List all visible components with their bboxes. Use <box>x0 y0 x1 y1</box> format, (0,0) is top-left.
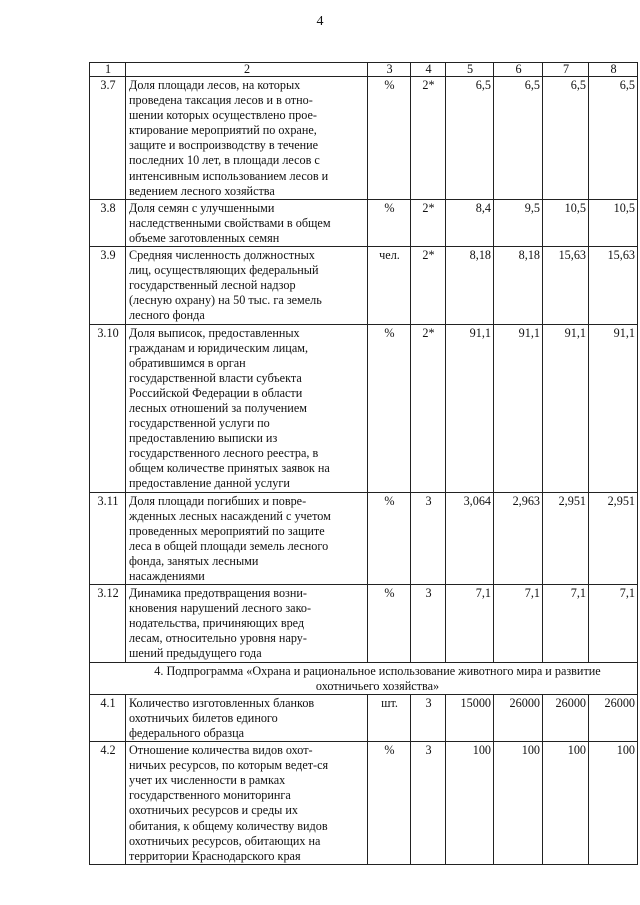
column-header: 5 <box>446 63 494 77</box>
row-value-1: 3,064 <box>446 492 494 585</box>
row-unit: чел. <box>368 247 411 324</box>
row-value-3: 10,5 <box>543 199 589 246</box>
row-description: Доля площади лесов, на которых проведена таксация лесов и в отно- шении которых осуществлено прое- ктирование мероприятий по охране, защите и воспроизводству в течение последних 10 лет, в площади лесов с интенсивным использованием лесов и ведением лесного хозяйства <box>126 77 368 200</box>
row-description: Количество изготовленных бланков охотничьих билетов единого федерального образца <box>126 694 368 741</box>
row-number: 3.8 <box>90 199 126 246</box>
row-value-4: 15,63 <box>589 247 638 324</box>
section-row <box>90 662 638 694</box>
row-value-4: 10,5 <box>589 199 638 246</box>
row-value-2: 2,963 <box>494 492 543 585</box>
row-description: Доля семян с улучшенными наследственными свойствами в общем объеме заготовленных семян <box>126 199 368 246</box>
row-unit: % <box>368 199 411 246</box>
column-header: 3 <box>368 63 411 77</box>
row-status: 3 <box>411 492 446 585</box>
row-value-1: 15000 <box>446 694 494 741</box>
table-header-row <box>90 63 638 77</box>
table-row <box>90 247 638 324</box>
row-number: 4.2 <box>90 742 126 865</box>
subprogram-heading: 4. Подпрограмма «Охрана и рациональное использование животного мира и развитие охотничьего хозяйства» <box>90 662 638 694</box>
page-number: 4 <box>316 14 324 29</box>
row-unit: % <box>368 585 411 662</box>
row-unit: % <box>368 492 411 585</box>
row-value-2: 100 <box>494 742 543 865</box>
table-row <box>90 742 638 865</box>
row-status: 3 <box>411 742 446 865</box>
row-value-3: 15,63 <box>543 247 589 324</box>
row-value-2: 8,18 <box>494 247 543 324</box>
row-value-3: 100 <box>543 742 589 865</box>
row-description: Средняя численность должностных лиц, осуществляющих федеральный государственный лесной надзор (лесную охрану) на 50 тыс. га земель лесного фонда <box>126 247 368 324</box>
row-value-3: 6,5 <box>543 77 589 200</box>
row-description: Доля площади погибших и повре- жденных лесных насаждений с учетом проведенных мероприятий по защите леса в общей площади земель лесного фонда, занятых лесными насаждениями <box>126 492 368 585</box>
row-status: 2* <box>411 199 446 246</box>
table-row <box>90 324 638 492</box>
column-header: 6 <box>494 63 543 77</box>
row-value-3: 2,951 <box>543 492 589 585</box>
row-value-4: 91,1 <box>589 324 638 492</box>
column-header: 8 <box>589 63 638 77</box>
row-description: Отношение количества видов охот- ничьих ресурсов, по которым ведет-ся учет их численности в рамках государственного мониторинга охотничьих ресурсов и среды их обитания, к общему количеству видов охотничьих ресурсов, обитающих на территории Краснодарского края <box>126 742 368 865</box>
row-description: Доля выписок, предоставленных гражданам и юридическим лицам, обратившимся в орган государственной власти субъекта Российской Федерации в области лесных отношений за получением государственной услуги по предоставлению выписки из государственного лесного реестра, в общем количестве принятых заявок на предоставление данной услуги <box>126 324 368 492</box>
row-value-4: 2,951 <box>589 492 638 585</box>
row-value-3: 7,1 <box>543 585 589 662</box>
row-value-2: 9,5 <box>494 199 543 246</box>
row-value-1: 91,1 <box>446 324 494 492</box>
table-row <box>90 77 638 200</box>
row-value-3: 91,1 <box>543 324 589 492</box>
row-value-2: 7,1 <box>494 585 543 662</box>
table-row <box>90 694 638 741</box>
row-value-2: 6,5 <box>494 77 543 200</box>
row-value-1: 7,1 <box>446 585 494 662</box>
row-unit: % <box>368 77 411 200</box>
row-value-3: 26000 <box>543 694 589 741</box>
row-value-2: 91,1 <box>494 324 543 492</box>
table-row <box>90 199 638 246</box>
row-value-1: 100 <box>446 742 494 865</box>
row-unit: шт. <box>368 694 411 741</box>
row-value-1: 8,4 <box>446 199 494 246</box>
row-value-1: 8,18 <box>446 247 494 324</box>
column-header: 1 <box>90 63 126 77</box>
row-status: 2* <box>411 324 446 492</box>
column-header: 2 <box>126 63 368 77</box>
row-description: Динамика предотвращения возни- кновения нарушений лесного зако- нодательства, причиняющих вред лесам, относительно уровня нару- шений предыдущего года <box>126 585 368 662</box>
row-status: 3 <box>411 694 446 741</box>
row-number: 3.9 <box>90 247 126 324</box>
row-value-4: 100 <box>589 742 638 865</box>
row-value-2: 26000 <box>494 694 543 741</box>
row-number: 3.10 <box>90 324 126 492</box>
row-value-4: 26000 <box>589 694 638 741</box>
row-value-4: 6,5 <box>589 77 638 200</box>
row-number: 4.1 <box>90 694 126 741</box>
row-value-1: 6,5 <box>446 77 494 200</box>
column-header: 4 <box>411 63 446 77</box>
row-status: 3 <box>411 585 446 662</box>
row-unit: % <box>368 324 411 492</box>
row-status: 2* <box>411 247 446 324</box>
row-number: 3.12 <box>90 585 126 662</box>
indicators-table <box>89 62 638 865</box>
row-value-4: 7,1 <box>589 585 638 662</box>
column-header: 7 <box>543 63 589 77</box>
row-number: 3.7 <box>90 77 126 200</box>
row-number: 3.11 <box>90 492 126 585</box>
table-row <box>90 585 638 662</box>
row-status: 2* <box>411 77 446 200</box>
row-unit: % <box>368 742 411 865</box>
table-row <box>90 492 638 585</box>
